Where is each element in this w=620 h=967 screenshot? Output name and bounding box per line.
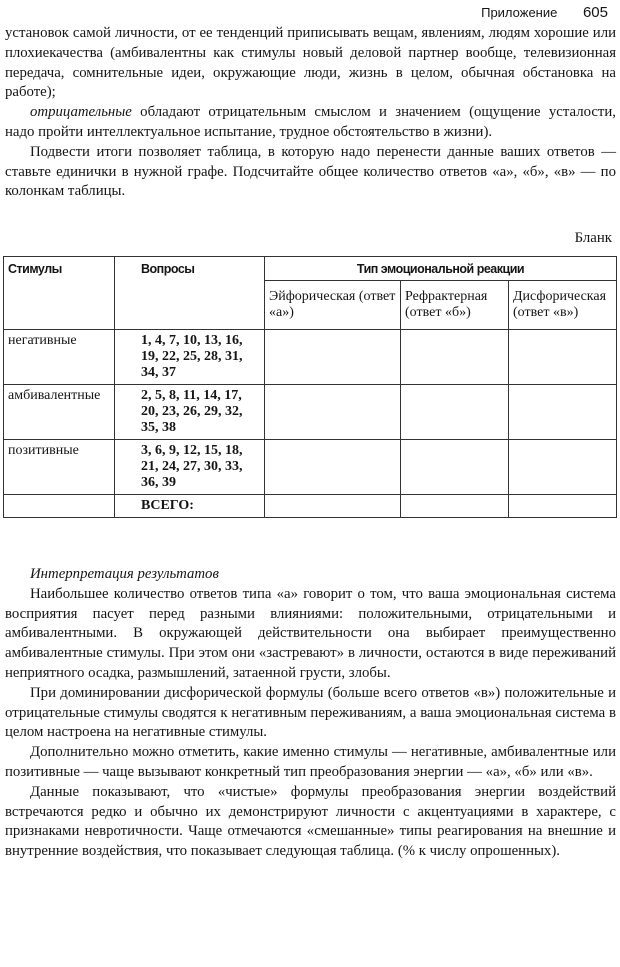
blank-label: Бланк: [574, 230, 612, 246]
paragraph: Наибольшее количество ответов типа «а» говорит о том, что ваша эмоциональная система восприятия пасует перед разными влияниями: положительными, отрицательными и амбивалентными. В окружающей действительности она выбирает преимущественно амбивалентные стимулы. При этом они «застревают» в личности, остаются в виде переживаний неприятного осадка, размышлений, затаенной грусти, злобы.: [5, 585, 616, 681]
answer-form-table: [3, 256, 617, 518]
table-row: [4, 440, 617, 495]
paragraph: [5, 103, 616, 143]
table-row: [4, 330, 617, 385]
table-total-row: [4, 495, 617, 518]
answer-cell[interactable]: [401, 385, 509, 440]
header-stimuli: Стимулы: [4, 257, 115, 330]
term-definition: обладают отрицательным смыслом и значением (ощущение усталости, надо пройти интеллектуальное испытание, трудное обстоятельство в жизни).: [5, 104, 616, 140]
running-section-title: Приложение: [481, 5, 558, 20]
answer-cell[interactable]: [265, 440, 401, 495]
page-number: 605: [582, 4, 608, 21]
top-text: [5, 24, 616, 202]
answer-cell[interactable]: [509, 385, 617, 440]
subheader-dysphoric: Дисфорическая (ответ «в»): [509, 281, 617, 330]
term: отрицательные: [30, 104, 132, 121]
stimulus-cell: негативные: [4, 330, 115, 385]
paragraph: При доминировании дисфорической формулы (больше всего ответов «в») положительные и отрицательные стимулы сводятся к негативным переживаниям, а ваша эмоциональная система в целом настроена на негативные стимулы.: [5, 684, 616, 741]
table-header-row: [4, 257, 617, 281]
empty-cell: [4, 495, 115, 518]
answer-cell[interactable]: [265, 330, 401, 385]
questions-cell: 2, 5, 8, 11, 14, 17, 20, 23, 26, 29, 32, 35, 38: [115, 385, 265, 440]
total-cell[interactable]: [265, 495, 401, 518]
answer-cell[interactable]: [401, 330, 509, 385]
paragraph: установок самой личности, от ее тенденций приписывать вещам, явлениям, людям хорошие или плохиекачества (амбивалентны как стимулы новый деловой партнер вообще, телевизионная передача, сомнительные идеи, окружающие люди, жизнь в целом, обычная обстановка на работе);: [5, 25, 616, 101]
subheader-refractory: Рефрактерная (ответ «б»): [401, 281, 509, 330]
answer-cell[interactable]: [509, 330, 617, 385]
subheader-euphoric: Эйфорическая (ответ «а»): [265, 281, 401, 330]
answer-cell[interactable]: [401, 440, 509, 495]
table-row: [4, 385, 617, 440]
paragraph: Данные показывают, что «чистые» формулы преобразования энергии воздействий встречаются редко и обычно их демонстрируют личности с акцентуациями в характере, с признаками невротичности. Чаще отмечаются «смешанные» типы реагирования на внешние и внутренние воздействия, что показывает следующая таблица. (% к числу опрошенных).: [5, 783, 616, 860]
header-questions: Вопросы: [115, 257, 265, 330]
total-cell[interactable]: [509, 495, 617, 518]
questions-cell: 1, 4, 7, 10, 13, 16, 19, 22, 25, 28, 31, 34, 37: [115, 330, 265, 385]
stimulus-cell: позитивные: [4, 440, 115, 495]
header-reaction-type: Тип эмоциональной реакции: [265, 257, 617, 281]
paragraph: Дополнительно можно отметить, какие именно стимулы — негативные, амбивалентные или позитивные — чаще вызывают конкретный тип преобразования энергии — «а», «б» или «в».: [5, 744, 616, 780]
paragraph: Подвести итоги позволяет таблица, в которую надо перенести данные ваших ответов — ставьте единички в нужной графе. Подсчитайте общее количество ответов «а», «б», «в» — по колонкам таблицы.: [5, 143, 616, 200]
page-header: [481, 4, 608, 21]
interpretation-section: [5, 565, 616, 862]
total-label: ВСЕГО:: [115, 495, 265, 518]
answer-cell[interactable]: [509, 440, 617, 495]
questions-cell: 3, 6, 9, 12, 15, 18, 21, 24, 27, 30, 33, 36, 39: [115, 440, 265, 495]
section-title: Интерпретация результатов: [30, 566, 219, 582]
stimulus-cell: амбивалентные: [4, 385, 115, 440]
answer-cell[interactable]: [265, 385, 401, 440]
total-cell[interactable]: [401, 495, 509, 518]
